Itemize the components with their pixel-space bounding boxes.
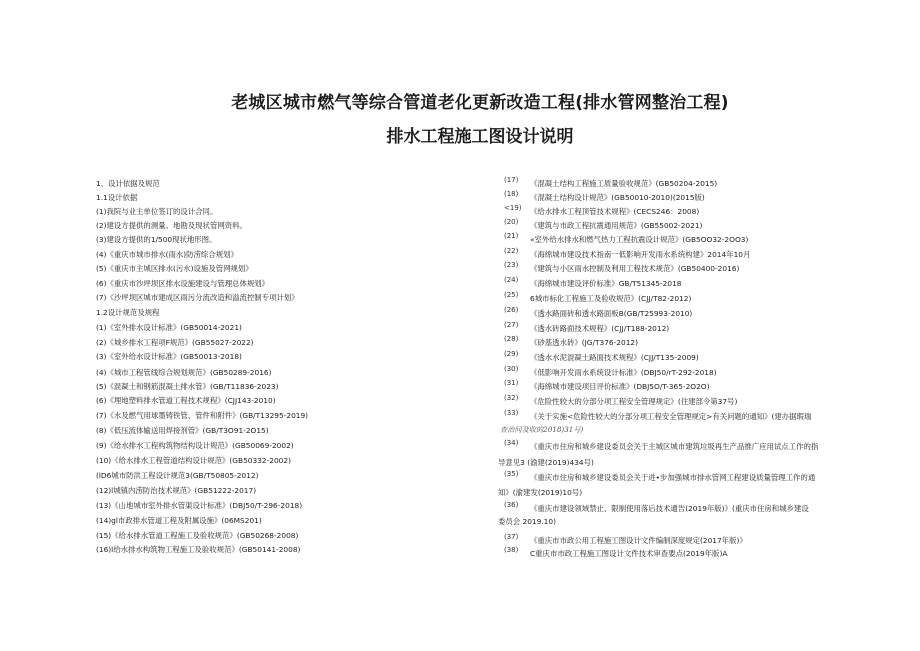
item-text: 《重庆市住房和城乡建设委员会关于主城区城市建筑垃圾再生产品推广应用试点工作的指	[530, 442, 819, 451]
item-number: (21)	[504, 232, 519, 240]
item-number: (26)	[504, 306, 519, 314]
item-number: (17)	[504, 176, 519, 184]
list-item: (6)《重庆市沙坪坝区排水设施建设与管理总体规划》	[96, 279, 270, 288]
item-text: 《危险性较大的分部分项工程安全管理规定》(住建部令第37号)	[530, 397, 738, 406]
item-number: (28)	[504, 335, 519, 343]
list-item: (13)《山地城市室外排水管渠设计标准》(DBJ50/T-296-2018)	[96, 501, 303, 510]
item-text: 《海绵城市建设评价标准》GB/T51345-2018	[530, 279, 682, 288]
item-number: (30)	[504, 365, 519, 373]
item-text: 《混凝土结构设计规范》(GB50010-2010)(2015版)	[530, 193, 705, 202]
item-text: 6城市标化工程施工及验收规范》(CJJ/T82-2012)	[530, 294, 692, 303]
item-number: <19)	[504, 204, 522, 212]
item-text: 《重庆市住房和城乡建设委员会关于进•步加强城市排水管网工程建设质量管理工作的通	[530, 473, 816, 482]
document-title: 老城区城市燃气等综合管道老化更新改造工程(排水管网整治工程)	[231, 93, 729, 113]
item-number: (18)	[504, 190, 519, 198]
list-item: (2)《城乡排水工程项F规范》(GB55027-2022)	[96, 338, 254, 347]
list-item: (lD6城市防洪工程设计规范3(GB/T50805-2012)	[96, 471, 259, 480]
item-number: (22)	[504, 247, 519, 255]
item-number: (35)	[504, 470, 519, 478]
item-number: (38)	[504, 546, 519, 554]
item-number: (33)	[504, 409, 519, 417]
item-number: (37)	[504, 533, 519, 541]
list-item: (9)《给水排水工程构筑物结构设计规范》(GB50069-2002)	[96, 441, 294, 450]
list-item: (16)l给水排水构筑物工程施工及验收规范》(GB50141-2008)	[96, 545, 301, 554]
list-item: (7)《沙坪坝区城市建成区雨污分流改造和溢流控制专项计划》	[96, 293, 299, 302]
handwritten-note: 查治问及收的2018)31号)	[500, 425, 584, 434]
document-subtitle: 排水工程施工图设计说明	[386, 127, 574, 147]
continuation-line: 委员会 2019.10)	[498, 517, 556, 526]
list-item: (7)《水及燃气用球墨铸铁管、管件和附件》(GB/T13295-2019)	[96, 411, 309, 420]
item-text: «室外给水排水和燃气热力工程抗震设计规范》(GB5OO32-2OO3)	[530, 235, 749, 244]
item-number: (24)	[504, 276, 519, 284]
item-number: (31)	[504, 379, 519, 387]
item-text: 《海绵城市建设项目评价标准》(DBJ5O/T-365-2O2O)	[530, 382, 710, 391]
item-text: 《建筑与小区雨水控制及利用工程技术规范》(GB50400-2016)	[530, 264, 740, 273]
item-number: (32)	[504, 394, 519, 402]
item-text: C重庆市市政工程施工图设计文件技术审查要点(2019年版)A	[530, 549, 728, 558]
list-item: (4)《重庆市城市排水(雨水)防涝综合规划》	[96, 250, 238, 259]
section-heading: 1、设计依据及规范	[96, 179, 160, 188]
list-item: (2)建设方提供的测量、地勘及现状管网资料。	[96, 221, 247, 230]
list-item: (15)《给水排水管道工程施工及验收规范》(GB50268-2008)	[96, 531, 299, 540]
list-item: (6)《埋地塑料排水管道工程技术规程》(CJJ143-2010)	[96, 396, 276, 405]
continuation-line: 知》(渝建发(2019)10号)	[498, 488, 583, 497]
item-number: (23)	[504, 261, 519, 269]
list-item: (10)《给水排水工程管道结构设计规范》(GB50332-2002)	[96, 456, 291, 465]
item-text: 《透水砖路面技术规程》(CJJ/T188-2012)	[530, 324, 670, 333]
subsection-heading: 1.1设计依据	[96, 193, 138, 202]
list-item: (1)我院与业主单位签订的设计合同。	[96, 207, 218, 216]
item-number: (29)	[504, 350, 519, 358]
list-item: (3)建设方提供的1/500现状地形图。	[96, 235, 217, 244]
list-item: (12)l城镇内涝防治技术规范》(GB51222-2017)	[96, 486, 257, 495]
list-item: (14)gl市政排水管道工程及附属设施》(06MS201)	[96, 516, 262, 525]
item-number: (36)	[504, 501, 519, 509]
list-item: (8)《低压流体输送用焊接剂管》(GB/T3O91-2O15)	[96, 426, 269, 435]
list-item: (4)《城市工程管线综合规划规范》(GB50289-2016)	[96, 368, 272, 377]
list-item: (5)《重庆市主城区排水(污水)设施及管网规划》	[96, 264, 253, 273]
item-text: 《给水排水工程顶管技术规程》(CECS246：2008)	[530, 207, 700, 216]
item-text: 《建筑与市政工程抗震通用规范》(GB55002-2021)	[530, 221, 703, 230]
item-text: 《重庆市建设领域禁止、限制使用落后技术通告(2019年版)》(重庆市住房和城乡建设	[530, 504, 809, 513]
item-text: 《透水路面砖和透水路面板B(GB/T25993-2010)	[530, 309, 693, 318]
list-item: (1)《室外排水设计标准》(GB50014-2021)	[96, 323, 242, 332]
subsection-heading: 1.2设计规范及规程	[96, 308, 160, 317]
item-text: 《重庆市市政公用工程施工图设计文件编制深度规定(2017年版)》	[530, 536, 747, 545]
list-item: (3)《室外给水设计标准》(GB50013-2018)	[96, 352, 242, 361]
item-number: (34)	[504, 439, 519, 447]
item-text: 《低影响开发雨水系统设计标准》(DBJ50/rT-292-2018)	[530, 368, 717, 377]
item-text: 《砂基透水砖》(JG/T376-2012)	[530, 338, 638, 347]
item-text: 《透水水泥混凝土路面技术规程》(CJJ/T135-2009)	[530, 353, 699, 362]
item-number: (20)	[504, 218, 519, 226]
item-number: (27)	[504, 321, 519, 329]
item-text: 《海绵城市建设技术指南一低影响开发雨水系统构建》2014年10月	[530, 250, 751, 259]
list-item: (5)《混凝土和钢筋混凝土排水管》(GB/T11836-2023)	[96, 382, 279, 391]
item-number: (25)	[504, 291, 519, 299]
continuation-line: 导意见3 (渝建(2019)434号)	[498, 458, 594, 467]
item-text: 《混凝土结构工程施工质量验收规范》(GB50204-2015)	[530, 179, 718, 188]
item-text: 《关于实施<危险性较大的分部分项工程安全管理规定>有关问题的通知》(建办据瑕瑞	[530, 412, 812, 421]
